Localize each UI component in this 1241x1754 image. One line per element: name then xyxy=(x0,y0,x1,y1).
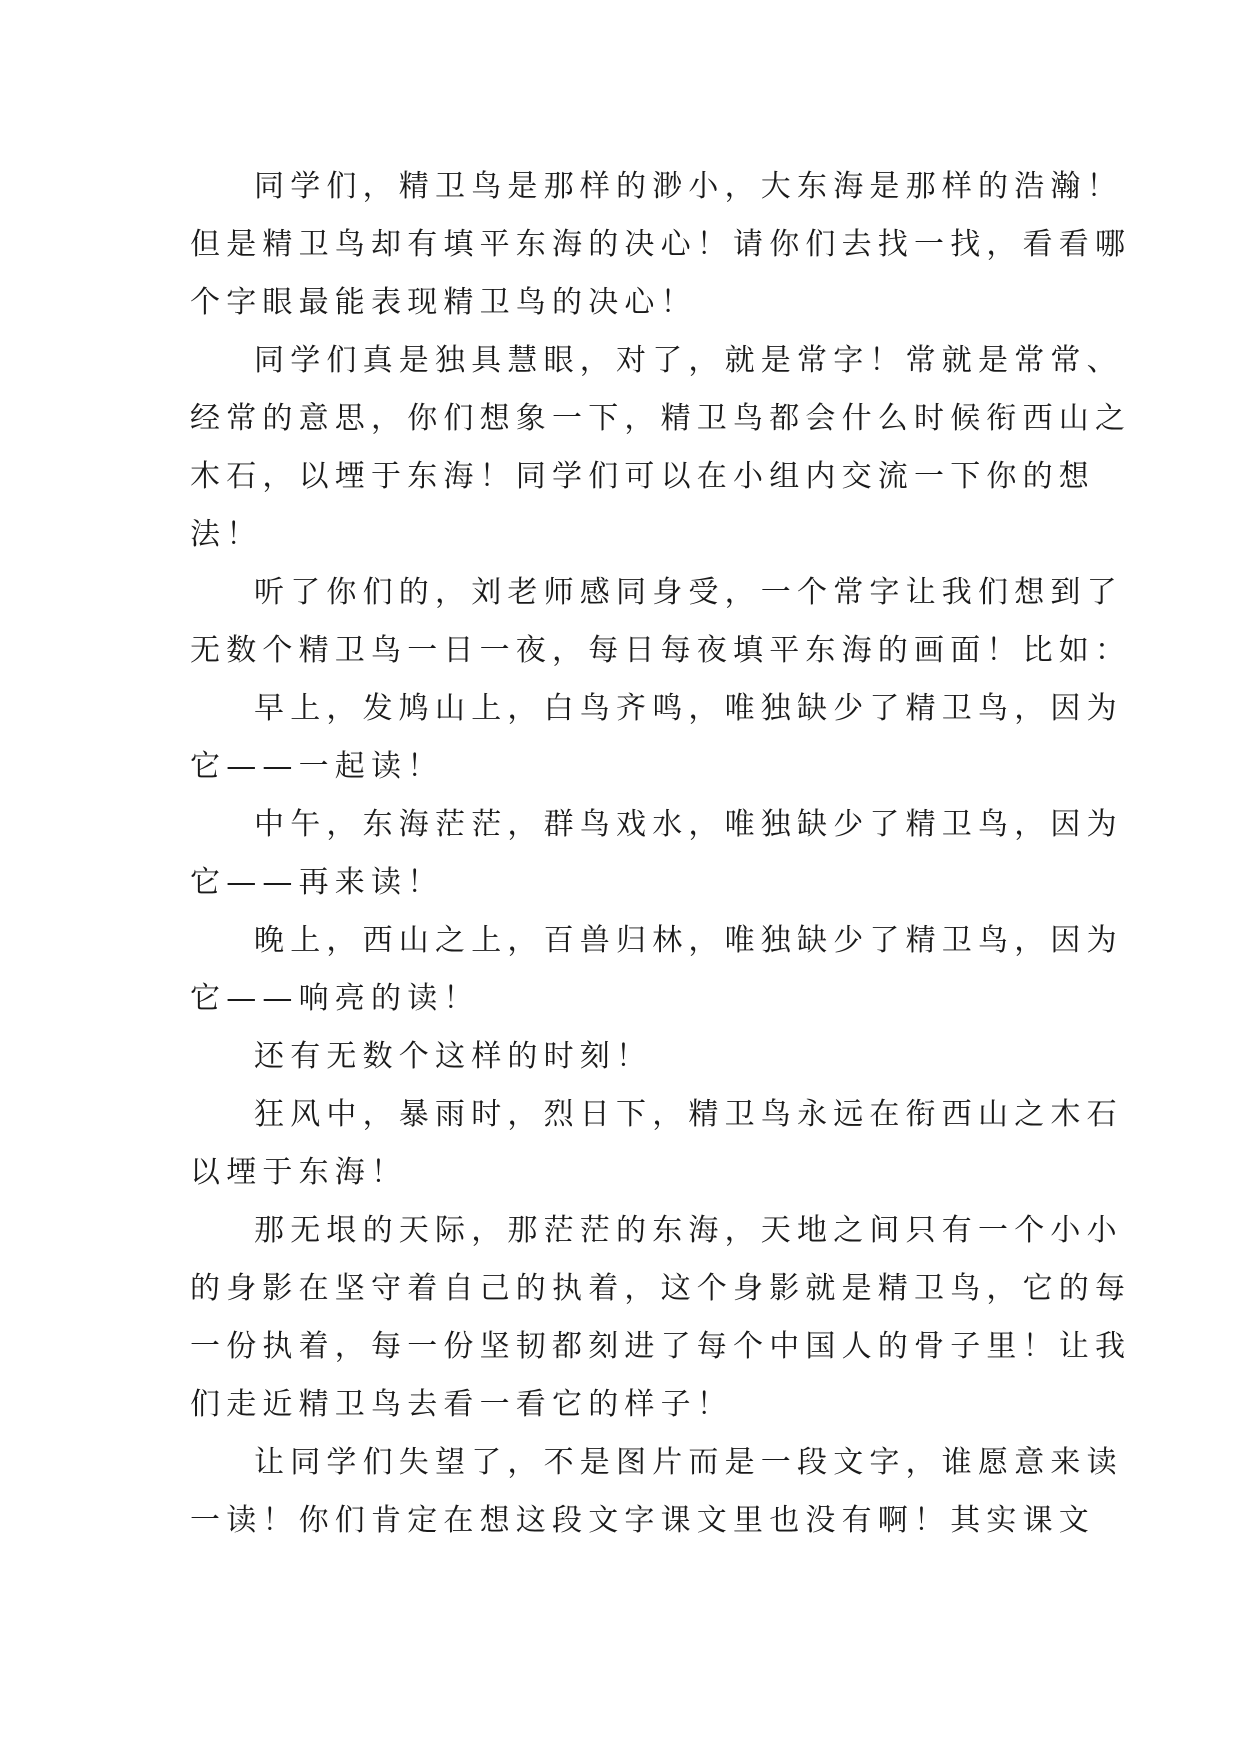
text-line: 狂风中，暴雨时，烈日下，精卫鸟永远在衔西山之木石 xyxy=(254,1097,1123,1132)
text-line: 的身影在坚守着自己的执着，这个身影就是精卫鸟，它的每 xyxy=(190,1271,1132,1306)
text-line: 个字眼最能表现精卫鸟的决心！ xyxy=(190,285,697,320)
text-line: 法！ xyxy=(190,517,263,552)
text-line: 早上，发鸠山上，白鸟齐鸣，唯独缺少了精卫鸟，因为 xyxy=(254,691,1123,726)
text-line: 让同学们失望了，不是图片而是一段文字，谁愿意来读 xyxy=(254,1445,1123,1480)
text-line: 它——再来读！ xyxy=(190,865,444,900)
text-line: 还有无数个这样的时刻！ xyxy=(254,1039,653,1074)
text-line: 同学们真是独具慧眼，对了，就是常字！常就是常常、 xyxy=(254,343,1123,378)
text-line: 无数个精卫鸟一日一夜，每日每夜填平东海的画面！比如： xyxy=(190,633,1132,668)
text-line: 一读！你们肯定在想这段文字课文里也没有啊！其实课文 xyxy=(190,1503,1095,1538)
text-line: 但是精卫鸟却有填平东海的决心！请你们去找一找，看看哪 xyxy=(190,227,1132,262)
text-line: 经常的意思，你们想象一下，精卫鸟都会什么时候衔西山之 xyxy=(190,401,1132,436)
document-body xyxy=(190,158,1132,1550)
text-line: 它——一起读！ xyxy=(190,749,444,784)
text-line: 们走近精卫鸟去看一看它的样子！ xyxy=(190,1387,733,1422)
text-line: 晚上，西山之上，百兽归林，唯独缺少了精卫鸟，因为 xyxy=(254,923,1123,958)
text-line: 听了你们的，刘老师感同身受，一个常字让我们想到了 xyxy=(254,575,1123,610)
text-line: 以堙于东海！ xyxy=(190,1155,408,1190)
text-line: 一份执着，每一份坚韧都刻进了每个中国人的骨子里！让我 xyxy=(190,1329,1132,1364)
text-line: 它——响亮的读！ xyxy=(190,981,480,1016)
text-line: 同学们，精卫鸟是那样的渺小，大东海是那样的浩瀚！ xyxy=(254,169,1123,204)
text-line: 木石，以堙于东海！同学们可以在小组内交流一下你的想 xyxy=(190,459,1095,494)
text-line: 中午，东海茫茫，群鸟戏水，唯独缺少了精卫鸟，因为 xyxy=(254,807,1123,842)
text-line: 那无垠的天际，那茫茫的东海，天地之间只有一个小小 xyxy=(254,1213,1123,1248)
